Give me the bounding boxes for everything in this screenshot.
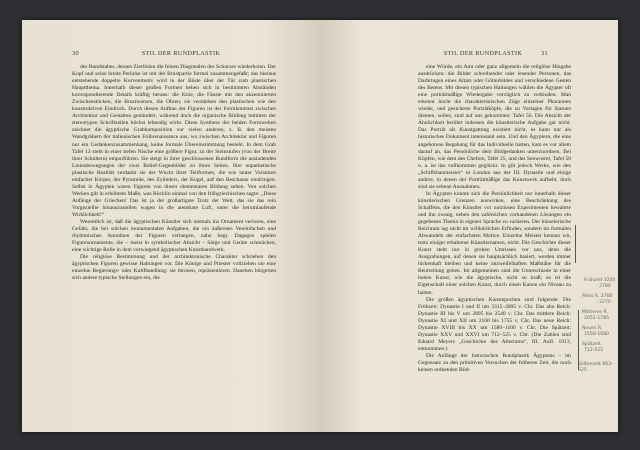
right-page [320, 20, 618, 432]
margin-note: 712-525 [584, 348, 604, 353]
left-page [22, 20, 320, 432]
margin-pencil-line [575, 225, 576, 263]
right-paragraph: eine Würde, ein Amt oder ganz allgemein die religiöse Hingabe ausdrücken: die Bilder schreibender oder lesender Personen, das Darbringen eines Altars oder Götterbildes und verschiedene Gesten des Betens. Mit diesen typischen Haltungen wählen die Ägypter oft eine porträtmäßige Wiedergabe vorzüglich zu verbinden. Man erkennt leicht die charakteristischen Züge einzelner Pharaonen wieder, und gesicherte Porträtköpfe, die zu Vorlagen für Statuen dienten, sollen, sind auf uns gekommen: Tafel 56. Die Absicht der Ähnlichkeit berührt indessen die künstlerische Aufgabe gar nicht. Das Porträt als Kunstgattung existiert nicht, es kann nur als historisches Dokument interessant sein. Und den Ägyptern, die eine angeborene Begabung für das Individuelle hatten, kam es vor allem darauf an, das Persönliche dem Bildgedanken unterzuordnen. Bei Köpfen, wie dem des Chefren, Tafel 25, und des Senwosret, Tafel 50 u. a. ist das vollkommen geglückt. In gilt jedoch Werke, wie den „Schiffsbaumeister“ in London aus der III. Dynastie und einige andere, in denen der Porträtmäßige das Kunstwerk aufhebt, doch sind sie seltene Ausnahmen. [418, 64, 571, 190]
margin-note: 2052-1785 [584, 316, 610, 321]
margin-note: Saïtenzeit 663-525 [578, 362, 613, 373]
left-paragraph: Die religiöse Bestimmung und der architektonische Charakter schrieben den ägyptischen Figuren gewisse Haltungen vor. Die Könige und Priester vollziehen nie eine einzelne Regierungs- oder Kultfhandlung: sie thronen, repräsentieren. Daneben bürgerten sich andere typische Stellungen ein, die [72, 254, 276, 282]
margin-note: Neues R. [582, 326, 603, 331]
margin-note: Spätzeit [582, 342, 601, 347]
right-paragraph: In Ägypten konnte sich die Persönlichkeit nur innerhalb dieser künstlerischen Grenzen auswirken, eine Beschränkung des Schaffens, die den Künstler vor nutzlosen Experimenten bewahrte und ihn zwang, neben den zahlreichen vorhandenen Lösungen ein gegebenes Thema in eigener Sprache zu variieren. Der künstlerische Reichtum lag nicht im willkürlichen Erfinden, sondern im formalen Abwandeln der einfachsten Motive. Einzelne Meister kennen wir, trotz einiger erhaltener Künstlernamen, nicht. Die Geschichte dieser Kunst steht nur in groben Umrissen vor uns, denn die Ausgrabungen, auf denen sie hauptsächlich basiert, werden immer lückenhaft bleiben und keine unzweifelhaften Maßstäbe für die Beurteilung geben. Im allgemeinen sind die Unterschiede in einer hohen Kunst, wie die ägyptische, nicht so kraß; es ist die Eigenschaft einer solchen Kunst, durch einen Kanon ein Niveau zu halten. [418, 190, 571, 296]
margin-note: 1550-1080 [584, 332, 610, 337]
left-running-title: STIL DER RUNDPLASTIK [141, 50, 221, 57]
margin-note: - 2780 [596, 284, 611, 289]
right-paragraph: Die Anfänge der historischen Rundplastik Ägyptens – im Gegensatz zu den primitiven Versuchen der früheren Zeit, die noch keinen ordnenden Bild- [418, 352, 571, 374]
left-page-number: 30 [72, 50, 79, 57]
margin-note: Altes R. 2780 [582, 294, 613, 299]
margin-note: Frühzeit 3200 [584, 278, 616, 283]
book-spread [22, 20, 618, 432]
handwritten-margin-notes [572, 276, 616, 396]
right-body-text [418, 64, 571, 374]
right-page-number: 31 [541, 50, 548, 57]
margin-note: Mittleres R. [582, 310, 608, 315]
left-paragraph: des Rundstabes, dessen Zierlinien die feinen Diagonalen des Schurzes wiederholen. Der Kopf und seine breite Perücke ist mit der Brustpartie formal zusammengefaßt; das hieraus entstehende doppelte Kurvenmotiv wird in der Büste über der Tür zum plastischen Hauptthema. Innerhalb dieser großen Formen heben sich in bestimmten Abständen korrespondierende Details kräftig heraus: die Knie, die Fäuste mit den akzentuierten Zwischenstücken, die Brustwarzen, die Ohren; sie verstärken den plastischen wie den konstruktiven Eindruck. Durch diesen Aufbau der Figuren ist der Formkontrast zwischen Architektur und Gestalten gemindert, während doch die organische Bildung inmitten der stereotypen Schriftzeilen höchst lebendig wirkt. Diese Synthese der beiden Formwelten zeichnet die ägyptische Grabkomposition vor vielen anderen, z. B. den meisten Wandgräbern der italienischen Frührenaissance aus, wo zwischen Architektur und Figuren nur ein Gedankenzusammenhang, keine formale Übereinstimmung besteht. In dem Grab Tafel 13 steht in einer tiefen Nische eine größere Figur, zu der Steinstufen (von der Breite ihrer Schultern) emporführen. Sie steigt in ihrer geschlossenen Rundform die ausladenden Linienbewegungen der zwei Relief-Gegenbilder zu ihren Seiten. Ihre unpathetische plastische Realität verdankt sie der Wucht ihrer Teilformen, die wie lauter Varianten einfacher Körper, der Pyramide, des Zylinders, der Kugel, auf den Beschauer eindringen. Selbst in Ägypten waren Figuren von dieser elementaren Bildung selten. Von solchen Werken gilt in erhöhtem Maße, was Böcklin einmal von den frühgriechischen sagte: „Diese Anfänge der Griechen! Das ist ja der großartigste Trotz der Welt, das sie das rein Vorgeziellte hinauszustellen wagen in die atembare Luft, unter die herumlaufende Wirklichkeit!“ [72, 64, 276, 218]
right-running-title: STIL DER RUNDPLASTIK [443, 50, 523, 57]
left-paragraph: Wesentlich ist, daß die ägyptischen Künstler sich niemals ins Ornament verloren, eine Gefahr, die bei solchen monumentalen Aufgaben, die ein äußerstes Vereinfachen und rhythmisches Anordnen der Figuren verlangen, nahe liegt. Dagegen spielen Figurenornamente, die – meist in symbolischer Absicht – Särge und Geräte schmücken, eine wichtige Rolle in dem vorwiegend ägyptischen Kunsthandwerk. [72, 219, 276, 254]
margin-note: - 2270 [596, 300, 611, 305]
right-paragraph: Die großen ägyptischen Kunstepochen sind folgende: Die Frühzeit: Dynastie I und II um 3315–2895 v. Chr. Das alte Reich: Dynastie III bis V um 2895 bis 2540 v. Chr. Das mittlere Reich: Dynastie XI und XII um 2160 bis 1755 v. Chr. Das neue Reich: Dynastie XVIII bis XX um 1580–1100 v. Chr. Die Spätzeit: Dynastie XXV und XXVI um 712–525 v. Chr. (Die Zahlen sind Eduard Meyers „Geschichte des Altertums“, III. Aufl. 1913, entnommen.) [418, 296, 571, 352]
left-body-text [72, 64, 276, 282]
